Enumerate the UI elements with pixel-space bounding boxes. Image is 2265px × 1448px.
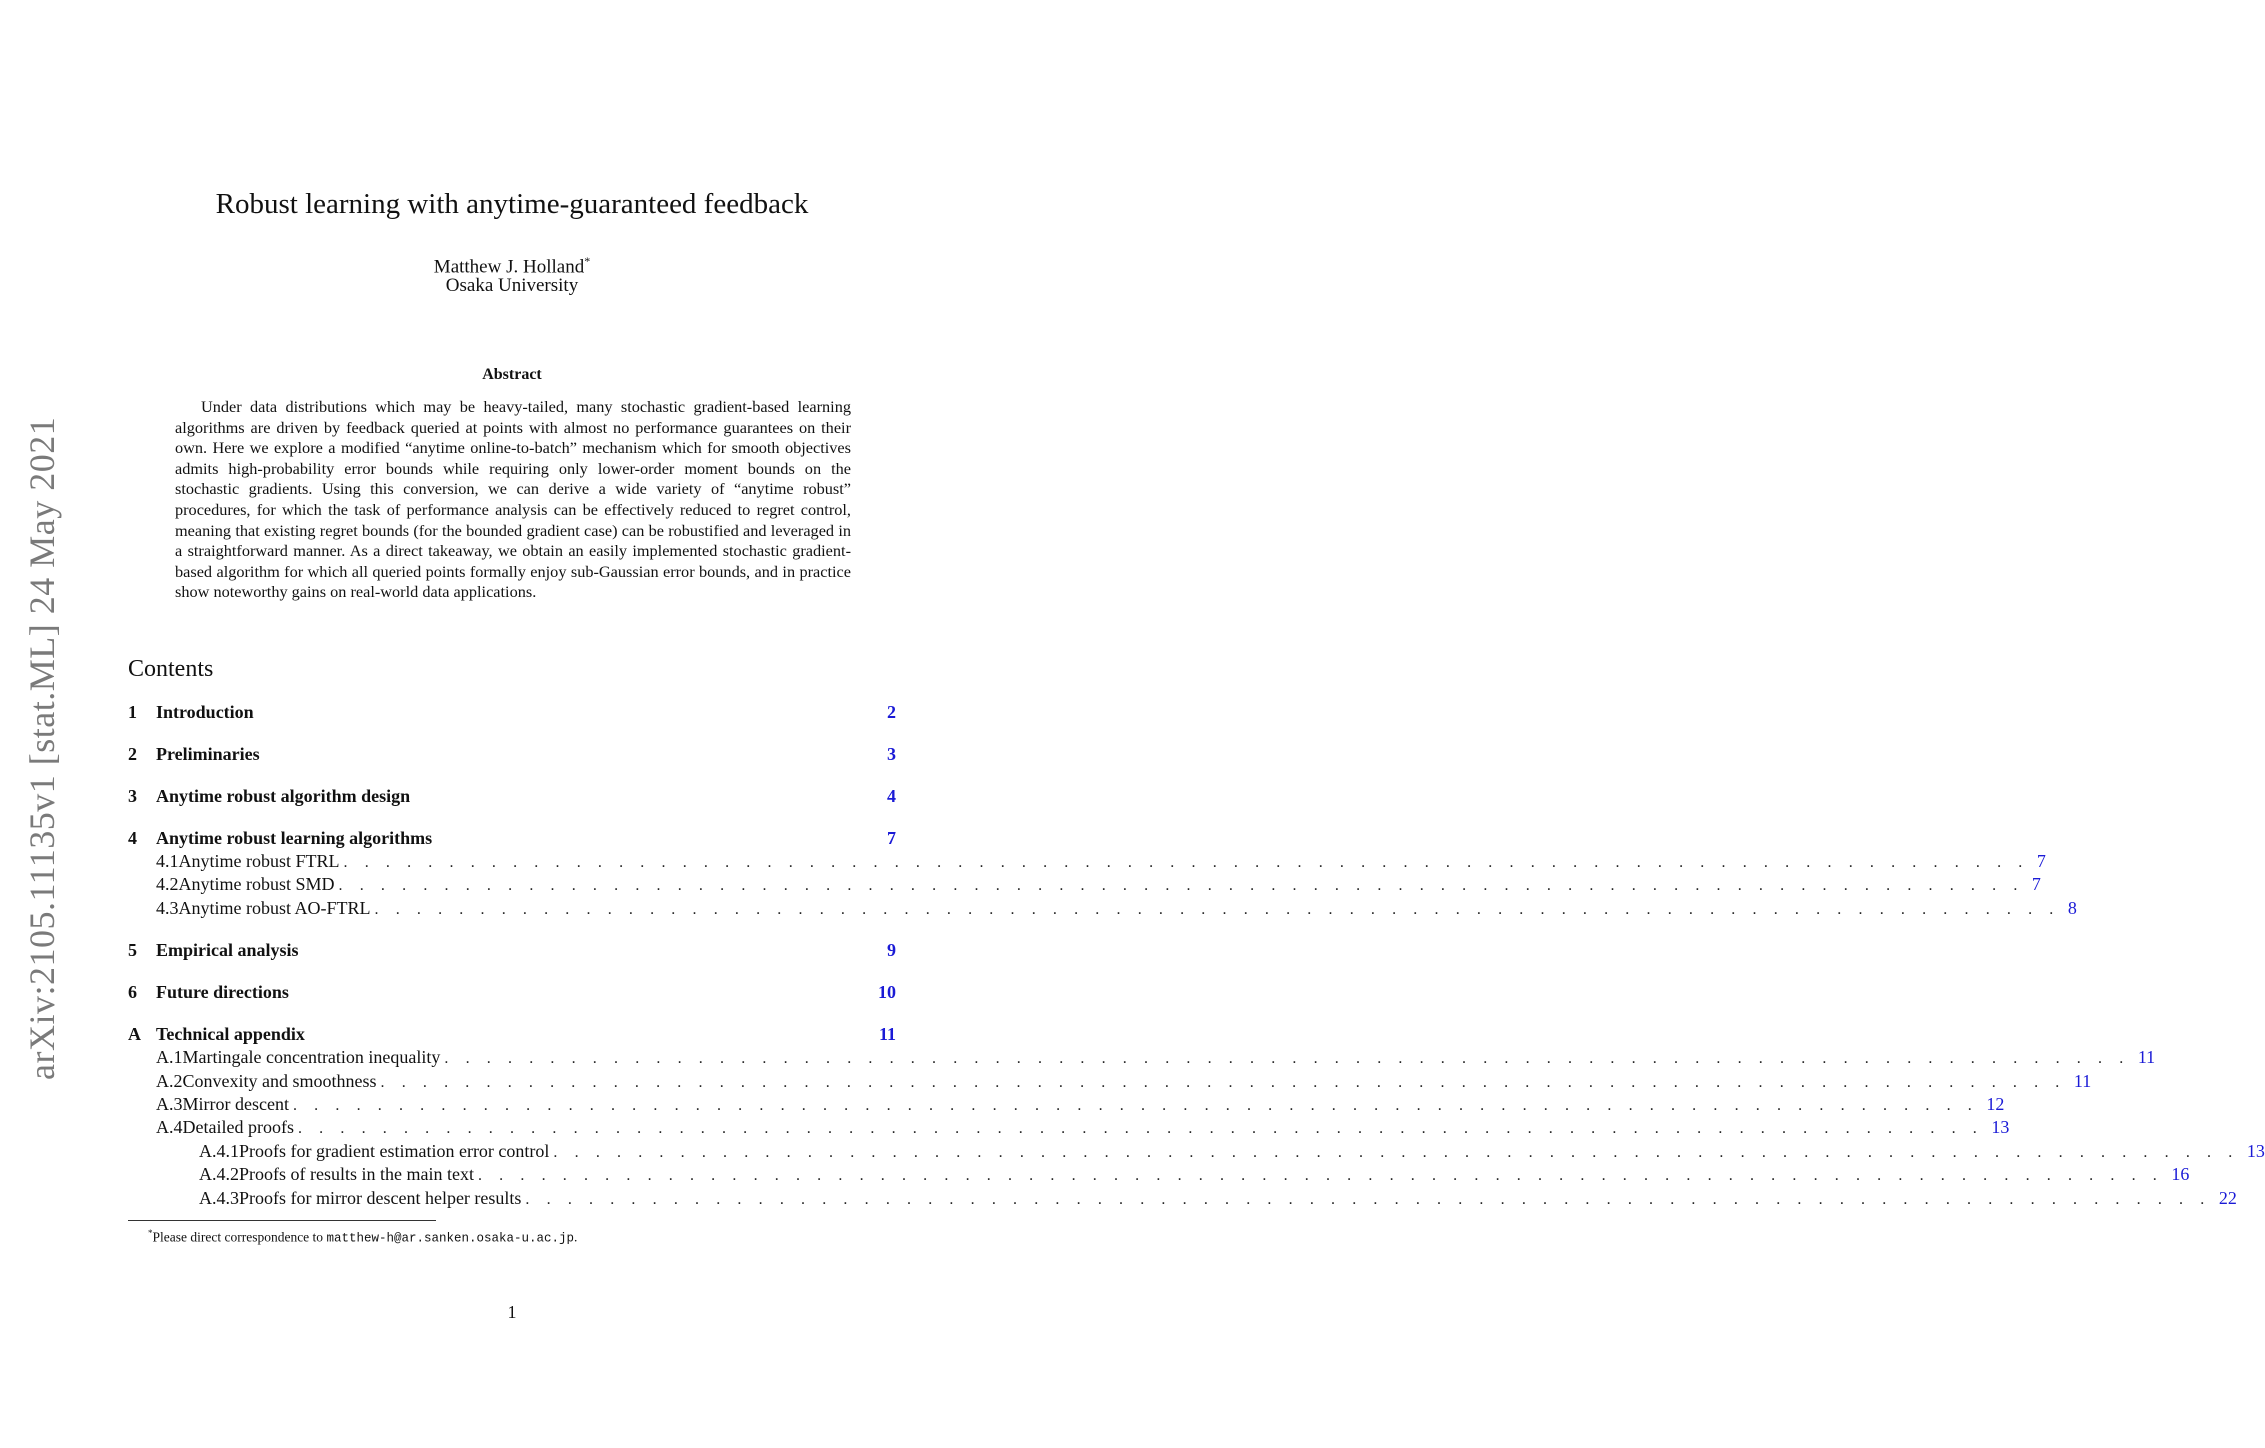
toc-subsection-title[interactable]: Detailed proofs bbox=[182, 1117, 294, 1138]
toc-section-title[interactable]: Anytime robust algorithm design bbox=[156, 786, 411, 806]
toc-page-link[interactable]: 10 bbox=[878, 982, 896, 1003]
toc-page-link[interactable]: 11 bbox=[2137, 1047, 2156, 1068]
toc-section-entry[interactable] bbox=[128, 742, 896, 766]
toc-subsection-title[interactable]: Mirror descent bbox=[182, 1093, 289, 1114]
toc-dot-leader: . . . . . . . . . . . . . . . . . . . . . . . . . . . . . . . . . . . . . . . . . . . . . . . . . . . . . . . . . . . . . . . . . . . . . . . . . . . . . . . . bbox=[297, 1120, 1984, 1138]
page-number: 1 bbox=[507, 1302, 517, 1322]
toc-page-link[interactable]: 7 bbox=[2036, 851, 2046, 871]
toc-subsection-number: A.4.1 bbox=[199, 1140, 239, 1161]
toc-dot-leader: . . . . . . . . . . . . . . . . . . . . . . . . . . . . . . . . . . . . . . . . . . . . . . . . . . . . . . . . . . . . . . . . . . . . . . . . . . . . . . . . bbox=[338, 877, 2024, 895]
author-affiliation: Osaka University bbox=[445, 275, 579, 296]
toc-subsection-title[interactable]: Proofs for gradient estimation error control bbox=[239, 1140, 550, 1161]
toc-subsection-entry[interactable] bbox=[128, 1163, 2190, 1186]
toc-subsection-number: A.1 bbox=[156, 1047, 183, 1068]
footnote-email[interactable]: matthew-h@ar.sanken.osaka-u.ac.jp bbox=[326, 1231, 574, 1246]
toc-page-link[interactable]: 2 bbox=[887, 702, 896, 722]
abstract-text: Under data distributions which may be heavy-tailed, many stochastic gradient-based learning algorithms are driven by feedback queried at points with almost no performance guarantees on their own. Here we explore a modified “anytime online-to-batch” mechanism which for smooth objectives admits high-probability error bounds while requiring only lower-order moment bounds on the stochastic gradients. Using this conversion, we can derive a wide variety of “anytime robust” procedures, for which the task of performance analysis can be effectively reduced to regret control, meaning that existing regret bounds (for the bounded gradient case) can be robustified and leveraged in a straightforward manner. As a direct takeaway, we obtain an easily implemented stochastic gradient-based algorithm for which all queried points formally enjoy sub-Gaussian error bounds, and in practice show noteworthy gains on real-world data applications. bbox=[175, 397, 851, 602]
toc-page-link[interactable]: 22 bbox=[2218, 1187, 2237, 1208]
footnote bbox=[148, 1224, 577, 1248]
toc-subsection-number: 4.3 bbox=[156, 897, 179, 918]
toc-subsection-entry[interactable] bbox=[128, 1187, 2237, 1210]
toc-dot-leader: . . . . . . . . . . . . . . . . . . . . . . . . . . . . . . . . . . . . . . . . . . . . . . . . . . . . . . . . . . . . . . . . . . . . . . . . . . . . . . . . bbox=[343, 854, 2029, 871]
toc-subsection-number: A.2 bbox=[156, 1070, 183, 1091]
toc-subsection-title[interactable]: Convexity and smoothness bbox=[182, 1070, 377, 1091]
toc-subsection-entry[interactable] bbox=[128, 897, 2077, 920]
toc-section-number: 4 bbox=[128, 828, 137, 848]
toc-subsection-entry[interactable] bbox=[128, 1070, 2092, 1093]
toc-section-entry[interactable] bbox=[128, 980, 896, 1004]
toc-subsection-entry[interactable] bbox=[128, 1140, 2265, 1163]
toc-section-number: 2 bbox=[128, 744, 137, 764]
toc-page-link[interactable]: 7 bbox=[887, 828, 896, 848]
footnote-text: Please direct correspondence to bbox=[152, 1229, 327, 1245]
table-of-contents bbox=[128, 700, 2265, 1210]
toc-section-number: A bbox=[128, 1024, 141, 1045]
footnote-mark: * bbox=[148, 1228, 153, 1238]
toc-subsection-number: A.3 bbox=[156, 1093, 183, 1114]
toc-section-title[interactable]: Preliminaries bbox=[156, 744, 260, 764]
toc-dot-leader: . . . . . . . . . . . . . . . . . . . . . . . . . . . . . . . . . . . . . . . . . . . . . . . . . . . . . . . . . . . . . . . . . . . . . . . . . . . . . . . . bbox=[292, 1096, 1979, 1114]
toc-section-number: 1 bbox=[128, 702, 137, 722]
author-name: Matthew J. Holland bbox=[433, 256, 585, 278]
toc-page-link[interactable]: 11 bbox=[878, 1024, 896, 1045]
toc-section-entry[interactable] bbox=[128, 784, 896, 808]
toc-subsection-number: A.4.3 bbox=[199, 1187, 239, 1208]
toc-page-link[interactable]: 7 bbox=[2031, 874, 2041, 895]
abstract-heading: Abstract bbox=[482, 366, 542, 383]
toc-section-number: 6 bbox=[128, 982, 137, 1003]
toc-subsection-title[interactable]: Anytime robust SMD bbox=[178, 874, 335, 895]
toc-section-entry[interactable] bbox=[128, 826, 896, 850]
toc-subsection-title[interactable]: Martingale concentration inequality bbox=[182, 1047, 441, 1068]
paper-title: Robust learning with anytime-guaranteed feedback bbox=[215, 188, 809, 220]
author-footnote-mark: * bbox=[584, 254, 591, 268]
footnote-end: . bbox=[573, 1229, 578, 1245]
toc-subsection-entry[interactable] bbox=[128, 850, 2046, 873]
toc-subsection-title[interactable]: Anytime robust FTRL bbox=[178, 851, 340, 871]
toc-dot-leader: . . . . . . . . . . . . . . . . . . . . . . . . . . . . . . . . . . . . . . . . . . . . . . . . . . . . . . . . . . . . . . . . . . . . . . . . . . . . . . . . bbox=[477, 1167, 2164, 1185]
toc-section-title[interactable]: Technical appendix bbox=[156, 1024, 305, 1045]
toc-dot-leader: . . . . . . . . . . . . . . . . . . . . . . . . . . . . . . . . . . . . . . . . . . . . . . . . . . . . . . . . . . . . . . . . . . . . . . . . . . . . . . . . bbox=[525, 1190, 2211, 1208]
toc-subsection-entry[interactable] bbox=[128, 873, 2041, 896]
toc-page-link[interactable]: 12 bbox=[1986, 1093, 2005, 1114]
toc-page-link[interactable]: 3 bbox=[887, 744, 896, 764]
toc-section-title[interactable]: Future directions bbox=[156, 982, 289, 1003]
toc-page-link[interactable]: 4 bbox=[887, 786, 896, 806]
toc-page-link[interactable]: 16 bbox=[2171, 1164, 2190, 1185]
toc-subsection-number: 4.1 bbox=[156, 851, 179, 871]
toc-section-number: 5 bbox=[128, 940, 137, 961]
toc-subsection-entry[interactable] bbox=[128, 1093, 2005, 1116]
toc-subsection-number: A.4.2 bbox=[199, 1164, 239, 1185]
footnote-rule bbox=[128, 1220, 436, 1221]
toc-subsection-number: A.4 bbox=[156, 1117, 183, 1138]
toc-dot-leader: . . . . . . . . . . . . . . . . . . . . . . . . . . . . . . . . . . . . . . . . . . . . . . . . . . . . . . . . . . . . . . . . . . . . . . . . . . . . . . . . bbox=[380, 1073, 2066, 1091]
toc-dot-leader: . . . . . . . . . . . . . . . . . . . . . . . . . . . . . . . . . . . . . . . . . . . . . . . . . . . . . . . . . . . . . . . . . . . . . . . . . . . . . . . . bbox=[444, 1050, 2130, 1068]
toc-section-entry[interactable] bbox=[128, 1022, 896, 1046]
toc-subsection-entry[interactable] bbox=[128, 1046, 2156, 1069]
toc-page-link[interactable]: 8 bbox=[2067, 897, 2077, 918]
toc-subsection-number: 4.2 bbox=[156, 874, 179, 895]
toc-subsection-title[interactable]: Proofs for mirror descent helper results bbox=[239, 1187, 522, 1208]
toc-section-entry[interactable] bbox=[128, 938, 896, 962]
toc-section-title[interactable]: Empirical analysis bbox=[156, 940, 299, 961]
toc-dot-leader: . . . . . . . . . . . . . . . . . . . . . . . . . . . . . . . . . . . . . . . . . . . . . . . . . . . . . . . . . . . . . . . . . . . . . . . . . . . . . . . . bbox=[374, 900, 2060, 918]
toc-subsection-title[interactable]: Anytime robust AO-FTRL bbox=[178, 897, 371, 918]
toc-subsection-entry[interactable] bbox=[128, 1116, 2010, 1139]
toc-page-link[interactable]: 13 bbox=[1991, 1117, 2010, 1138]
toc-section-entry[interactable] bbox=[128, 700, 896, 724]
toc-page-link[interactable]: 13 bbox=[2246, 1140, 2265, 1161]
toc-section-title[interactable]: Anytime robust learning algorithms bbox=[156, 828, 433, 848]
contents-heading: Contents bbox=[128, 656, 214, 682]
toc-section-title[interactable]: Introduction bbox=[156, 702, 254, 722]
toc-dot-leader: . . . . . . . . . . . . . . . . . . . . . . . . . . . . . . . . . . . . . . . . . . . . . . . . . . . . . . . . . . . . . . . . . . . . . . . . . . . . . . . . bbox=[553, 1143, 2239, 1161]
toc-section-number: 3 bbox=[128, 786, 137, 806]
toc-subsection-title[interactable]: Proofs of results in the main text bbox=[239, 1164, 474, 1185]
arxiv-identifier-stamp: arXiv:2105.11135v1 [stat.ML] 24 May 2021 bbox=[22, 416, 62, 1080]
toc-page-link[interactable]: 9 bbox=[887, 940, 896, 961]
toc-page-link[interactable]: 11 bbox=[2073, 1070, 2092, 1091]
